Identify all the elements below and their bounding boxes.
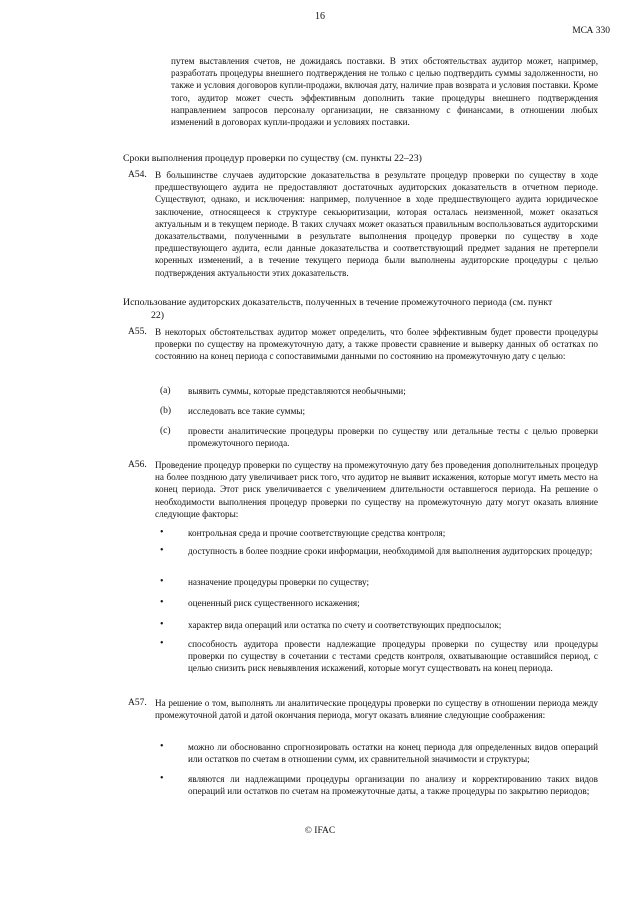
bullet-item: назначение процедуры проверки по существу;	[188, 577, 370, 587]
list-item: выявить суммы, которые представляются необычными;	[188, 386, 406, 396]
bullet-item: способность аудитора провести надлежащие процедуры проверки по существу или процедуры проверки по существу в сочетании с тестами средств контроля, охватывающие оставшийся период, с целью снизить риск невыявления искажений, которые могут существовать на конец периода.	[188, 639, 598, 674]
document-code: МСА 330	[572, 26, 610, 36]
bullet-item: характер вида операций или остатка по счету и соответствующих предпосылок;	[188, 620, 502, 630]
section-heading-interim: Использование аудиторских доказательств, полученных в течение промежуточного периода (см. пункт	[123, 297, 553, 308]
bullet-item: можно ли обоснованно спрогнозировать остатки на конец периода для определенных видов операций или остатков по счетам в отношении сумм, их сравнительной значимости и структуры;	[188, 742, 598, 765]
paragraph-a57: На решение о том, выполнять ли аналитические процедуры проверки по существу в отношении периода между промежуточной датой и датой окончания периода, могут оказать влияние следующие соображения:	[155, 698, 598, 721]
list-item-mark: (c)	[160, 426, 171, 436]
paragraph-a56: Проведение процедур проверки по существу на промежуточную дату без проведения дополнительных процедур на более позднюю дату увеличивает риск того, что аудитор не выявит искажения, которые могут иметь место на конец периода. Этот риск увеличивается с увеличением длительности оставшегося периода. На решение о необходимости выполнения процедур проверки по существу на промежуточную дату могут оказать влияние следующие факторы:	[155, 460, 598, 519]
paragraph-number-a54: A54.	[128, 170, 147, 180]
paragraph-a55: В некоторых обстоятельствах аудитор может определить, что более эффективным будет провести процедуры проверки по существу на промежуточную дату, а также провести сравнение и выверку данных об остатках по состоянию на конец периода с сопоставимыми данными по состоянию на промежуточную дату с целью:	[155, 327, 598, 362]
bullet-marker: •	[160, 597, 164, 608]
footer-copyright: © IFAC	[304, 826, 336, 836]
bullet-marker: •	[160, 741, 164, 752]
list-item-mark: (a)	[160, 386, 171, 396]
bullet-marker: •	[160, 545, 164, 556]
bullet-item: доступность в более поздние сроки информации, необходимой для выполнения аудиторских процедур;	[188, 546, 593, 556]
bullet-marker: •	[160, 638, 164, 649]
page-number: 16	[315, 11, 325, 22]
bullet-item: оцененный риск существенного искажения;	[188, 598, 360, 608]
section-heading-timing: Сроки выполнения процедур проверки по существу (см. пункты 22–23)	[123, 153, 422, 164]
paragraph-number-a56: A56.	[128, 460, 147, 470]
bullet-marker: •	[160, 773, 164, 784]
bullet-marker: •	[160, 576, 164, 587]
list-item: исследовать все такие суммы;	[188, 406, 306, 416]
list-item: провести аналитические процедуры проверки по существу или детальные тесты с целью проверки промежуточного периода.	[188, 426, 598, 449]
paragraph-a54: В большинстве случаев аудиторские доказательства в результате процедур проверки по существу в ходе предшествующего аудита не предоставляют достаточных аудиторских доказательств в отчетном периоде. Существуют, однако, и исключения: например, полученное в ходе предшествующего аудита юридическое заключение, относящееся к структуре секьюритизации, которая осталась неизменной, может оказаться актуальным и в текущем периоде. В таких случаях может оказаться правильным воспользоваться аудиторскими доказательствами, полученными в результате выполнения процедур проверки по существу в ходе предшествующего аудита, если данные доказательства и соответствующий предмет задания не претерпели коренных изменений, а в течение текущего периода были выполнены аудиторские процедуры с целью подтверждения актуальности этих доказательств.	[155, 170, 598, 278]
bullet-marker: •	[160, 527, 164, 538]
list-item-mark: (b)	[160, 406, 172, 416]
intro-paragraph: путем выставления счетов, не дожидаясь поставки. В этих обстоятельствах аудитор может, например, разработать процедуры внешнего подтверждения не только с целью подтвердить суммы задолженности, но также и условия договоров купли-продажи, включая дату, наличие прав возврата и условия поставки. Кроме того, аудитор может счесть эффективным дополнить такие процедуры внешнего подтверждения направлением запросов персоналу организации, не связанному с финансами, в отношении любых изменений в договорах купли-продажи и условиях поставки.	[171, 56, 598, 128]
bullet-item: контрольная среда и прочие соответствующие средства контроля;	[188, 528, 446, 538]
paragraph-number-a55: A55.	[128, 327, 147, 337]
section-heading-interim-cont: 22)	[151, 310, 165, 321]
bullet-item: являются ли надлежащими процедуры организации по анализу и корректированию таких видов операций или остатков по счетам на промежуточные даты, а также процедуры по закрытию периодов;	[188, 774, 598, 797]
bullet-marker: •	[160, 619, 164, 630]
paragraph-number-a57: A57.	[128, 698, 147, 708]
